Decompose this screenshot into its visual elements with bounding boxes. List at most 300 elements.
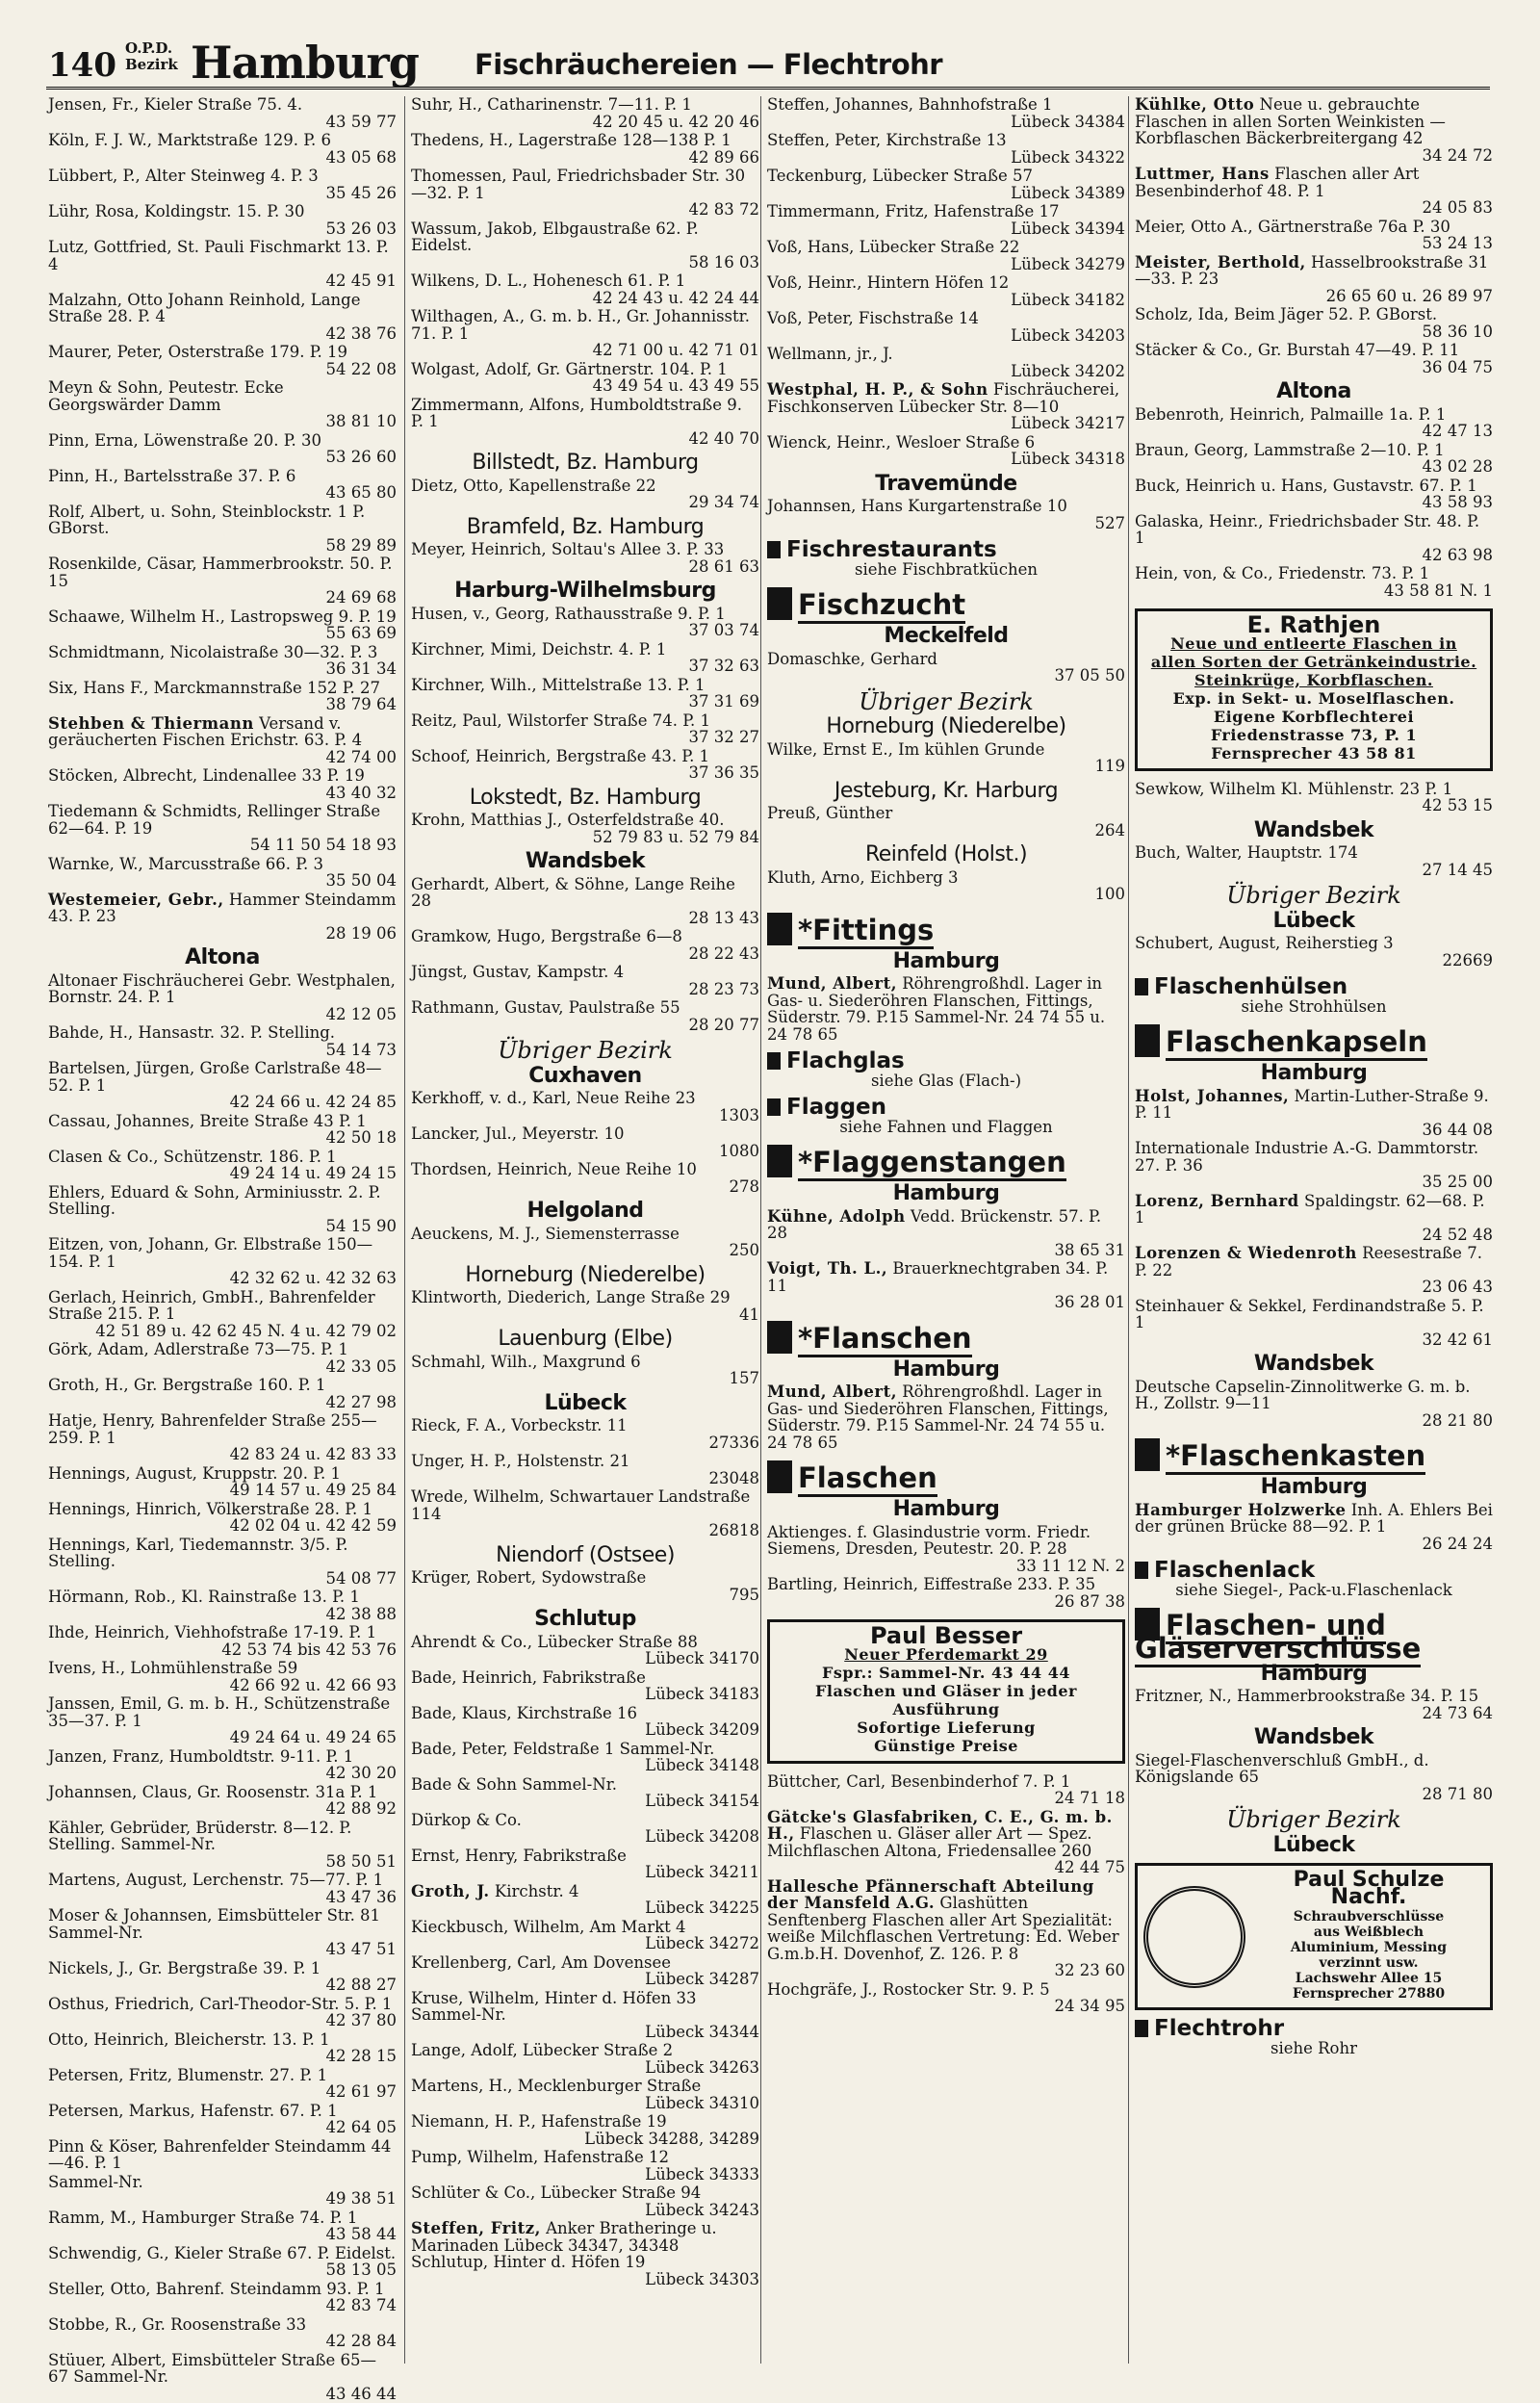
- listing-entry: [411, 1125, 759, 1159]
- listing-details: Hatje, Henry, Bahrenfelder Straße 255—259. P. 1: [48, 1411, 377, 1447]
- listing-text: [1135, 342, 1493, 359]
- ad-line: Neue und entleerte Flaschen in allen Sorten der Getränkeindustrie. Steinkrüge, Korbflaschen.: [1150, 633, 1477, 689]
- listing-entry: [411, 96, 759, 130]
- city-heading: Lauenburg (Elbe): [498, 1327, 673, 1351]
- listing-phone: 42 71 00 u. 42 71 01: [592, 341, 759, 359]
- listing-details: Neue u. gebrauchte Flaschen in allen Sorten Weinkisten — Korbflaschen Bäckerbreitergang 42: [1135, 95, 1446, 147]
- listing-phone: 42 27 98: [325, 1392, 397, 1411]
- listing-text: [767, 203, 1125, 220]
- ad-text: [1253, 1868, 1484, 2002]
- column-1: [48, 95, 402, 2403]
- listing-details: Wrede, Wilhelm, Schwartauer Landstraße 114: [411, 1487, 751, 1523]
- listing-entry: [48, 1412, 397, 1463]
- category-heading: [1135, 1558, 1493, 1583]
- city-heading: Lübeck: [544, 1390, 627, 1415]
- listing-details: Gerlach, Heinrich, GmbH., Bahrenfelder Straße 215. P. 1: [48, 1287, 375, 1323]
- listing-details: Stüuer, Albert, Eimsbütteler Straße 65—67 Sammel-Nr.: [48, 2350, 377, 2386]
- listing-phone: Lübeck 34182: [1011, 290, 1125, 309]
- category-label: *Flaschenkasten: [1166, 1439, 1425, 1475]
- listing-firm-name: Kühlke, Otto: [1135, 95, 1255, 114]
- listing-details: Petersen, Fritz, Blumenstr. 27. P. 1: [48, 2065, 328, 2084]
- listing-entry: [1135, 342, 1493, 375]
- listing-entry: [48, 239, 397, 290]
- listing-details: Schmidtmann, Nicolaistraße 30—32. P. 3: [48, 642, 378, 661]
- listing-text: [411, 478, 759, 495]
- city-heading: Jesteburg, Kr. Harburg: [834, 778, 1059, 803]
- listing-phone: 42 28 15: [325, 2047, 397, 2065]
- listing-details: Altonaer Fischräucherei Gebr. Westphalen, Bornstr. 24. P. 1: [48, 970, 396, 1006]
- listing-text: [411, 272, 759, 290]
- listing-details: Lange, Adolf, Lübecker Straße 2: [411, 2041, 674, 2059]
- listing-entry: [48, 1624, 397, 1658]
- listing-text: [48, 1024, 397, 1042]
- listing-details: Galaska, Heinr., Friedrichsbader Str. 48. P. 1: [1135, 511, 1480, 547]
- listing-phone: 100: [1094, 885, 1125, 903]
- listing-entry: [48, 1695, 397, 1746]
- listing-text: [48, 379, 397, 413]
- listing-phone: 29 34 74: [688, 493, 759, 511]
- listing-text: [411, 220, 759, 254]
- listing-entry: [48, 2316, 397, 2350]
- listing-phone: Lübeck 34344: [645, 2022, 759, 2041]
- listing-details: Büttcher, Carl, Besenbinderhof 7. P. 1: [767, 1771, 1071, 1791]
- listing-phone: 22669: [1442, 950, 1493, 969]
- listing-phone: 42 63 98: [1422, 545, 1493, 564]
- listing-entry: [48, 1024, 397, 1058]
- listing-text: [48, 432, 397, 450]
- city-heading: Bramfeld, Bz. Hamburg: [466, 514, 705, 539]
- listing-entry: [1135, 565, 1493, 599]
- category-label: Fischrestaurants: [786, 537, 997, 562]
- listing-entry: [767, 1383, 1125, 1451]
- listing-details: Pinn, H., Bartelsstraße 37. P. 6: [48, 466, 296, 485]
- listing-phone: 43 59 77: [325, 112, 397, 131]
- listing-phone: 43 02 28: [1422, 457, 1493, 476]
- category-heading: [1135, 1438, 1493, 1471]
- listing-text: [411, 1741, 759, 1758]
- listing-details: Röhrengroßhdl. Lager in Gas- u. Siederöhren Flanschen, Fittings, Süderstr. 79. P.15 Sammel-Nr. 24 74 55 u. 24 78 65: [767, 974, 1106, 1044]
- listing-phone: 27336: [708, 1433, 759, 1452]
- square-bullet-icon: [1135, 1562, 1148, 1579]
- listing-details: Spaldingstr. 62—68. P. 1: [1135, 1191, 1485, 1227]
- listing-phone: 42 83 24 u. 42 83 33: [229, 1445, 397, 1463]
- listing-phone: 157: [729, 1369, 759, 1387]
- listing-phone: 58 16 03: [688, 252, 759, 271]
- listing-phone: 23048: [708, 1468, 759, 1487]
- listing-text: [411, 1847, 759, 1865]
- listing-phone: 24 52 48: [1422, 1225, 1493, 1244]
- listing-entry: [48, 1748, 397, 1782]
- listing-entry: [48, 1501, 397, 1535]
- listing-entry: [48, 1660, 397, 1693]
- listing-details: Rieck, F. A., Vorbeckstr. 11: [411, 1416, 628, 1434]
- listing-phone: Lübeck 34287: [645, 1970, 759, 1988]
- listing-phone: 28 21 80: [1422, 1410, 1493, 1430]
- listing-phone: 28 23 73: [688, 979, 759, 998]
- listing-phone: 42 64 05: [325, 2118, 397, 2136]
- listing-details: Gerhardt, Albert, & Söhne, Lange Reihe 28: [411, 874, 735, 910]
- listing-text: [48, 504, 397, 537]
- listing-text: [48, 2281, 397, 2298]
- listing-phone: Lübeck 34389: [1011, 183, 1125, 202]
- listing-entry: [411, 220, 759, 271]
- listing-phone: 38 65 31: [1054, 1240, 1125, 1259]
- listing-phone: 42 32 62 u. 42 32 63: [229, 1269, 397, 1287]
- listing-details: Clasen & Co., Schützenstr. 186. P. 1: [48, 1147, 337, 1166]
- listing-text: [48, 556, 397, 589]
- listing-entry: [411, 1669, 759, 1703]
- listing-details: Lühr, Rosa, Koldingstr. 15. P. 30: [48, 202, 305, 220]
- listing-firm-name: Lorenzen & Wiedenroth: [1135, 1244, 1357, 1262]
- listing-entry: [411, 1919, 759, 1952]
- listing-details: Kluth, Arno, Eichberg 3: [767, 867, 959, 887]
- listing-details: Sewkow, Wilhelm Kl. Mühlenstr. 23 P. 1: [1135, 779, 1453, 798]
- listing-entry: [411, 1990, 759, 2041]
- listing-phone: 42 38 88: [325, 1604, 397, 1623]
- listing-phone: 49 24 14 u. 49 24 15: [229, 1164, 397, 1182]
- listing-details: Röhrengroßhdl. Lager in Gas- und Siederöhren Flanschen, Fittings, Süderstr. 79. P.15 Sammel-Nr. 24 74 55 u. 24 78 65: [767, 1382, 1109, 1452]
- listing-text: [411, 1453, 759, 1470]
- listing-details: Steffen, Johannes, Bahnhofstraße 1: [767, 95, 1053, 114]
- listing-entry: [48, 344, 397, 377]
- listing-entry: [1135, 219, 1493, 252]
- listing-phone: Lübeck 34208: [645, 1827, 759, 1846]
- listing-entry: [48, 2352, 397, 2403]
- listing-entry: [1135, 1379, 1493, 1430]
- listing-text: [48, 1537, 397, 1570]
- ad-headline: Paul Besser: [869, 1622, 1023, 1649]
- listing-entry: [1135, 844, 1493, 878]
- listing-details: Hörmann, Rob., Kl. Rainstraße 13. P. 1: [48, 1588, 360, 1606]
- listing-phone: 54 14 73: [325, 1040, 397, 1059]
- category-label: Flaggen: [786, 1095, 887, 1120]
- listing-entry: [1135, 166, 1493, 217]
- listing-text: [48, 972, 397, 1006]
- listing-text: [48, 2103, 397, 2120]
- listing-entry: [48, 767, 397, 801]
- listing-phone: Lübeck 34217: [1011, 414, 1125, 432]
- listing-phone: 43 58 81 N. 1: [1383, 581, 1493, 600]
- listing-details: Bade, Peter, Feldstraße 1 Sammel-Nr.: [411, 1739, 715, 1758]
- listing-details: Köln, F. J. W., Marktstraße 129. P. 6: [48, 131, 332, 149]
- listing-phone: 1080: [719, 1141, 759, 1160]
- category-label: Flaschen: [798, 1461, 937, 1497]
- listing-details: Thomessen, Paul, Friedrichsbader Str. 30—32. P. 1: [411, 167, 746, 202]
- listing-entry: [411, 641, 759, 675]
- ad-line: Eigene Korbflechterei: [1213, 707, 1415, 726]
- listing-details: Rathmann, Gustav, Paulstraße 55: [411, 998, 680, 1017]
- listing-details: Voß, Hans, Lübecker Straße 22: [767, 238, 1020, 256]
- listing-details: Anker Bratheringe u. Marinaden Lübeck 34347, 34348 Schlutup, Hinter d. Höfen 19: [411, 2219, 717, 2271]
- listing-phone: 43 40 32: [325, 783, 397, 802]
- listing-entry: [1135, 1245, 1493, 1296]
- listing-text: [411, 1289, 759, 1306]
- district-heading: Übriger Bezirk: [859, 687, 1034, 715]
- listing-details: Schaawe, Wilhelm H., Lastropsweg 9. P. 19: [48, 607, 397, 626]
- listing-phone: 37 31 69: [688, 692, 759, 711]
- listing-entry: [48, 1060, 397, 1111]
- listing-details: Gramkow, Hugo, Bergstraße 6—8: [411, 927, 682, 945]
- listing-phone: 42 83 72: [688, 200, 759, 219]
- listing-phone: 42 44 75: [1054, 1858, 1125, 1876]
- listing-text: [48, 680, 397, 697]
- listing-details: Kieckbusch, Wilhelm, Am Markt 4: [411, 1917, 686, 1936]
- listing-details: Jüngst, Gustav, Kampstr. 4: [411, 963, 625, 981]
- listing-entry: [48, 1341, 397, 1375]
- listing-entry: [48, 2031, 397, 2065]
- listing-text: [411, 2078, 759, 2095]
- listing-text: [1135, 406, 1493, 424]
- listing-phone: 42 88 92: [325, 1799, 397, 1818]
- listing-phone: 28 61 63: [688, 556, 759, 576]
- listing-text: [767, 1383, 1125, 1451]
- listing-text: [48, 96, 397, 114]
- category-label: Flaschenhülsen: [1154, 974, 1348, 999]
- listing-details: Thedens, H., Lagerstraße 128—138 P. 1: [411, 131, 732, 149]
- listing-text: [1135, 478, 1493, 495]
- listing-details: Stobbe, R., Gr. Roosenstraße 33: [48, 2314, 307, 2334]
- listing-details: Ivens, H., Lohmühlenstraße 59: [48, 1659, 298, 1677]
- listing-text: [411, 1705, 759, 1722]
- listing-entry: [48, 644, 397, 678]
- ad-line: Sofortige Lieferung: [857, 1718, 1036, 1737]
- listing-details: Petersen, Markus, Hafenstr. 67. P. 1: [48, 2101, 338, 2120]
- listing-entry: [1135, 1140, 1493, 1191]
- listing-details: Dietz, Otto, Kapellenstraße 22: [411, 476, 656, 495]
- square-bullet-icon: [767, 1145, 792, 1177]
- listing-phone: 43 58 44: [325, 2225, 397, 2243]
- listing-phone: 42 83 74: [325, 2296, 397, 2314]
- listing-phone: Lübeck 34318: [1011, 450, 1125, 468]
- page-number: 140: [48, 46, 116, 85]
- listing-phone: 32 23 60: [1054, 1961, 1125, 1979]
- listing-text: [767, 434, 1125, 452]
- listing-firm-name: Gätcke's Glasfabriken, C. E., G. m. b. H.,: [767, 1807, 1113, 1843]
- listing-details: Meyn & Sohn, Peutestr. Ecke Georgswärder Damm: [48, 378, 284, 414]
- listing-details: Martin-Luther-Straße 9. P. 11: [1135, 1086, 1489, 1122]
- listing-details: Bebenroth, Heinrich, Palmaille 1a. P. 1: [1135, 404, 1447, 424]
- listing-phone: 42 45 91: [325, 271, 397, 290]
- listing-details: Hennings, Hinrich, Völkerstraße 28. P. 1: [48, 1499, 372, 1518]
- listing-text: [48, 856, 397, 873]
- listing-text: [48, 1695, 397, 1729]
- listing-text: [411, 2113, 759, 2131]
- listing-entry: [767, 975, 1125, 1043]
- listing-firm-name: Kühne, Adolph: [767, 1206, 906, 1226]
- city-heading: Cuxhaven: [528, 1063, 642, 1088]
- listing-phone: Lübeck 34170: [645, 1649, 759, 1667]
- listing-details: Hennings, Karl, Tiedemannstr. 3/5. P. Stelling.: [48, 1535, 348, 1570]
- category-heading: [767, 913, 1125, 945]
- category-label: *Fittings: [798, 914, 934, 949]
- listing-details: Krüger, Robert, Sydowstraße: [411, 1568, 647, 1587]
- listing-details: Wilkens, D. L., Hohenesch 61. P. 1: [411, 271, 686, 290]
- listing-entry: [767, 168, 1125, 201]
- listing-text: [48, 292, 397, 325]
- listing-details: Kirchstr. 4: [494, 1881, 579, 1900]
- listing-entry: [1135, 478, 1493, 511]
- listing-phone: 54 11 50 54 18 93: [249, 836, 397, 854]
- listing-details: Eitzen, von, Johann, Gr. Elbstraße 150—154. P. 1: [48, 1235, 373, 1271]
- listing-firm-name: Luttmer, Hans: [1135, 165, 1270, 183]
- listing-entry: [411, 1634, 759, 1667]
- listing-text: [1135, 306, 1493, 323]
- city-heading: Wandsbek: [1253, 1352, 1374, 1376]
- listing-details: Bade & Sohn Sammel-Nr.: [411, 1774, 618, 1794]
- listing-entry: [48, 504, 397, 555]
- category-heading: [1135, 1608, 1493, 1665]
- listing-text: [48, 203, 397, 220]
- listing-text: [411, 361, 759, 378]
- listing-entry: [767, 274, 1125, 308]
- listing-details: Kähler, Gebrüder, Brüderstr. 8—12. P. Stelling. Sammel-Nr.: [48, 1818, 352, 1853]
- listing-details: Versand v. geräucherten Fischen Erichstr. 63. P. 4: [48, 713, 363, 749]
- listing-details: Rolf, Albert, u. Sohn, Steinblockstr. 1 P. GBorst.: [48, 502, 366, 537]
- listing-entry: [48, 132, 397, 166]
- listing-phone: 42 74 00: [325, 747, 397, 766]
- listing-text: [767, 1208, 1125, 1242]
- listing-text: [411, 308, 759, 342]
- listing-phone: 43 58 93: [1422, 493, 1493, 511]
- listing-entry: [411, 2113, 759, 2147]
- listing-details: Warnke, W., Marcusstraße 66. P. 3: [48, 854, 323, 873]
- listing-entry: [767, 434, 1125, 468]
- advertisement-box: [1135, 1863, 1493, 2010]
- city-heading: Altona: [185, 945, 260, 969]
- listing-text: [767, 1809, 1125, 1860]
- listing-entry: [48, 2209, 397, 2243]
- listing-entry: [411, 2078, 759, 2111]
- square-bullet-icon: [767, 1098, 781, 1116]
- listing-text: [767, 498, 1125, 515]
- listing-text: [1135, 565, 1493, 582]
- listing-text: [48, 1289, 397, 1323]
- listing-text: [411, 1954, 759, 1972]
- listing-phone: Lübeck 34183: [645, 1685, 759, 1703]
- square-bullet-icon: [767, 1460, 792, 1493]
- listing-text: [1135, 781, 1493, 798]
- listing-text: [48, 2209, 397, 2227]
- listing-entry: [411, 1289, 759, 1323]
- listing-text: [48, 715, 397, 749]
- category-label: Fischzucht: [798, 588, 965, 624]
- listing-text: [48, 1624, 397, 1641]
- listing-entry: [48, 203, 397, 237]
- listing-entry: [411, 1161, 759, 1195]
- category-label: *Flanschen: [798, 1322, 972, 1357]
- city-heading: Reinfeld (Holst.): [864, 842, 1028, 866]
- listing-text: [48, 1113, 397, 1130]
- listing-entry: [1135, 254, 1493, 305]
- city-heading: Horneburg (Niederelbe): [826, 714, 1066, 738]
- listing-details: Wilke, Ernst E., Im kühlen Grunde: [767, 739, 1045, 759]
- listing-text: [48, 239, 397, 272]
- listing-text: [1135, 1140, 1493, 1174]
- listing-phone: 1303: [719, 1105, 759, 1124]
- listing-entry: [411, 1705, 759, 1739]
- listing-text: [411, 541, 759, 558]
- square-bullet-icon: [767, 541, 781, 558]
- listing-phone: 36 28 01: [1054, 1293, 1125, 1311]
- listing-details: Ahrendt & Co., Lübecker Straße 88: [411, 1632, 698, 1651]
- listing-phone: 42 37 80: [325, 2011, 397, 2029]
- listing-entry: [411, 272, 759, 306]
- listing-text: [48, 1589, 397, 1606]
- listing-details: Brauerknechtgraben 34. P. 11: [767, 1259, 1109, 1295]
- listing-details: Bade, Heinrich, Fabrikstraße: [411, 1667, 646, 1687]
- category-heading: [767, 1048, 1125, 1073]
- listing-text: [48, 2352, 397, 2386]
- listing-phone: Lübeck 34203: [1011, 325, 1125, 345]
- listing-phone: 42 28 84: [325, 2332, 397, 2350]
- listing-entry: [411, 132, 759, 166]
- cross-reference: siehe Siegel-, Pack-u.Flaschenlack: [1175, 1580, 1452, 1599]
- listing-details: Bade, Klaus, Kirchstraße 16: [411, 1703, 638, 1722]
- listing-entry: [48, 1872, 397, 1905]
- city-heading: Hamburg: [892, 1181, 1000, 1205]
- listing-details: Flaschen aller Art Besenbinderhof 48. P. 1: [1135, 165, 1420, 200]
- listing-text: [1135, 935, 1493, 952]
- listing-phone: 58 29 89: [325, 535, 397, 555]
- listing-entry: [767, 498, 1125, 531]
- listing-entry: [411, 1488, 759, 1539]
- listing-entry: [411, 397, 759, 448]
- listing-entry: [48, 1289, 397, 1340]
- listing-phone: 58 36 10: [1422, 322, 1493, 341]
- listing-text: [48, 2138, 397, 2172]
- listing-entry: [48, 680, 397, 713]
- listing-entry: [48, 1784, 397, 1818]
- cross-reference: siehe Rohr: [1270, 2038, 1358, 2057]
- listing-phone: 42 24 43 u. 42 24 44: [592, 288, 759, 307]
- listing-text: [1135, 219, 1493, 236]
- listing-phone: 37 32 27: [688, 728, 759, 746]
- listing-text: [1135, 166, 1493, 199]
- listing-firm-name: Mund, Albert,: [767, 1382, 897, 1401]
- listing-phone: 24 34 95: [1054, 1997, 1125, 2015]
- city-heading: Harburg-Wilhelmsburg: [454, 579, 716, 603]
- category-heading: [767, 537, 1125, 562]
- listing-text: [767, 741, 1125, 759]
- square-bullet-icon: [1135, 1024, 1160, 1057]
- listing-text: [48, 1907, 397, 1941]
- listing-details: Meier, Otto A., Gärtnerstraße 76a P. 30: [1135, 217, 1450, 236]
- listing-text: [767, 651, 1125, 668]
- listing-entry: [1135, 1088, 1493, 1139]
- listing-phone: 33 11 12 N. 2: [1015, 1556, 1125, 1575]
- listing-details: Kruse, Wilhelm, Hinter d. Höfen 33 Sammel-Nr.: [411, 1988, 697, 2024]
- listing-phone: 26818: [708, 1521, 759, 1539]
- listing-phone: 37 36 35: [688, 763, 759, 782]
- ad-line: Fernsprecher 27880: [1292, 1986, 1446, 2002]
- listing-text: [48, 2067, 397, 2084]
- listing-details: Inh. A. Ehlers Bei der grünen Brücke 88—92. P. 1: [1135, 1500, 1493, 1536]
- listing-phone: 43 49 54 u. 43 49 55: [592, 376, 759, 395]
- listing-details: Niemann, H. P., Hafenstraße 19: [411, 2112, 667, 2131]
- listing-text: [411, 964, 759, 981]
- running-title: Fischräuchereien — Flechtrohr: [475, 48, 943, 81]
- listing-phone: 527: [1094, 513, 1125, 532]
- listing-phone: 38 81 10: [325, 412, 397, 430]
- listing-phone: 36 04 75: [1422, 357, 1493, 376]
- listing-phone: 52 79 83 u. 52 79 84: [592, 827, 759, 846]
- city-heading: Wandsbek: [1253, 1725, 1374, 1749]
- listing-phone: Lübeck 34154: [645, 1792, 759, 1810]
- listing-entry: [411, 1847, 759, 1881]
- listing-firm-name: Voigt, Th. L.,: [767, 1259, 888, 1278]
- listing-entry: [48, 468, 397, 502]
- listing-text: [411, 1669, 759, 1687]
